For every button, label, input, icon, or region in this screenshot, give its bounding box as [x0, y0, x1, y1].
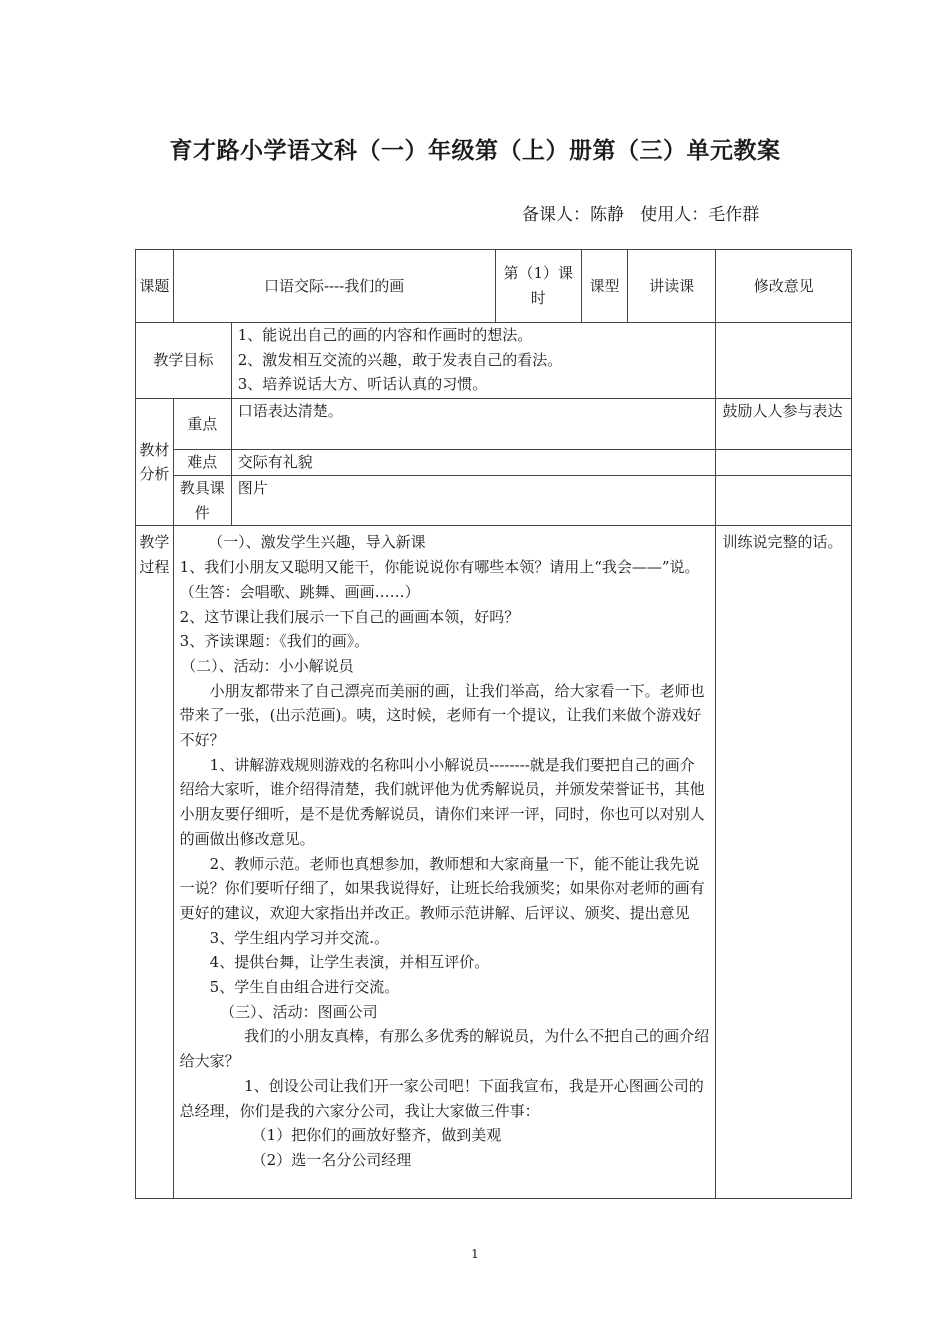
process-paragraph: 2、这节课让我们展示一下自己的画画本领，好吗？ [179, 607, 520, 626]
goals-row [136, 323, 852, 399]
tools-value: 图片 [231, 476, 716, 526]
tools-label: 教具课件 [173, 476, 231, 526]
process-paragraph: （2）选一名分公司经理 [251, 1150, 412, 1169]
lesson-type-value: 讲读课 [627, 250, 716, 323]
key-point-value: 口语表达清楚。 [231, 399, 716, 450]
process-paragraph: 3、学生组内学习并交流.。 [209, 928, 389, 947]
process-paragraph: 5、学生自由组合进行交流。 [209, 978, 400, 997]
process-row [136, 526, 852, 1199]
process-paragraph: 我们的小朋友真棒，有那么多优秀的解说员，为什么不把自己的画介绍给大家？ [179, 1027, 710, 1071]
process-section-heading: （三）、活动：图画公司 [220, 1002, 378, 1021]
process-paragraph: 4、提供台舞，让学生表演，并相互评价。 [209, 953, 490, 972]
goal-item: 1、能说出自己的画的内容和作画时的想法。 [237, 326, 533, 344]
analysis-label: 教材分析 [136, 399, 174, 526]
difficulty-label: 难点 [173, 450, 231, 476]
key-point-note: 鼓励人人参与表达 [716, 399, 852, 450]
goals-label: 教学目标 [136, 323, 232, 399]
difficulty-note [716, 450, 852, 476]
page-number: 1 [471, 1247, 479, 1261]
goals-content [231, 323, 716, 399]
process-paragraph: 3、齐读课题：《我们的画》。 [179, 632, 370, 651]
notes-header: 修改意见 [716, 250, 852, 323]
process-paragraph: 小朋友都带来了自己漂亮而美丽的画，让我们举高，给大家看一下。老师也带来了一张，(出示范画)。咦，这时候，老师有一个提议，让我们来做个游戏好不好？ [179, 681, 705, 750]
process-paragraph: 1、创设公司让我们开一家公司吧！下面我宣布，我是开心图画公司的总经理，你们是我的六家分公司，我让大家做三件事： [179, 1076, 704, 1120]
process-label: 教学过程 [136, 526, 174, 1199]
topic-row [136, 250, 852, 323]
process-content [173, 526, 716, 1199]
difficulty-value: 交际有礼貌 [231, 450, 716, 476]
process-note: 训练说完整的话。 [716, 526, 852, 1199]
tools-note [716, 476, 852, 526]
difficulty-row [136, 450, 852, 476]
process-section-heading: （一）、激发学生兴趣，导入新课 [208, 533, 426, 552]
lesson-type-label: 课型 [582, 250, 628, 323]
process-paragraph: （1）把你们的画放好整齐，做到美观 [251, 1126, 502, 1145]
key-point-row [136, 399, 852, 450]
topic-value: 口语交际----我们的画 [173, 250, 495, 323]
process-section-heading: （二）、活动：小小解说员 [181, 656, 354, 675]
tools-row [136, 476, 852, 526]
process-paragraph: 1、我们小朋友又聪明又能干，你能说说你有哪些本领？请用上“我会——”说。（生答：会唱歌、跳舞、画画……） [179, 558, 700, 601]
goal-item: 3、培养说话大方、听话认真的习惯。 [237, 375, 488, 394]
process-paragraph: 1、讲解游戏规则游戏的名称叫小小解说员--------就是我们要把自己的画介绍给大家听，谁介绍得清楚，我们就评他为优秀解说员，并颁发荣誉证书，其他小朋友要仔细听，是不是优秀解说员，请你们来评一评，同时，你也可以对别人的画做出修改意见。 [179, 755, 705, 848]
key-point-label: 重点 [173, 399, 231, 450]
preparer-line: 备课人：陈静 使用人：毛作群 [522, 205, 760, 225]
process-paragraph: 2、教师示范。老师也真想参加，教师想和大家商量一下，能不能让我先说一说？你们要听仔细了，如果我说得好，让班长给我颁奖；如果你对老师的画有更好的建议，欢迎大家指出并改正。教师示范讲解、后评议、颁奖、提出意见 [179, 854, 705, 922]
lesson-plan-table [135, 249, 852, 1199]
lesson-number: 第（1）课时 [495, 250, 582, 323]
goals-note [716, 323, 852, 399]
document-title: 育才路小学语文科（一）年级第（上）册第（三）单元教案 [169, 138, 781, 164]
topic-label: 课题 [136, 250, 174, 323]
goal-item: 2、激发相互交流的兴趣，敢于发表自己的看法。 [237, 350, 563, 369]
